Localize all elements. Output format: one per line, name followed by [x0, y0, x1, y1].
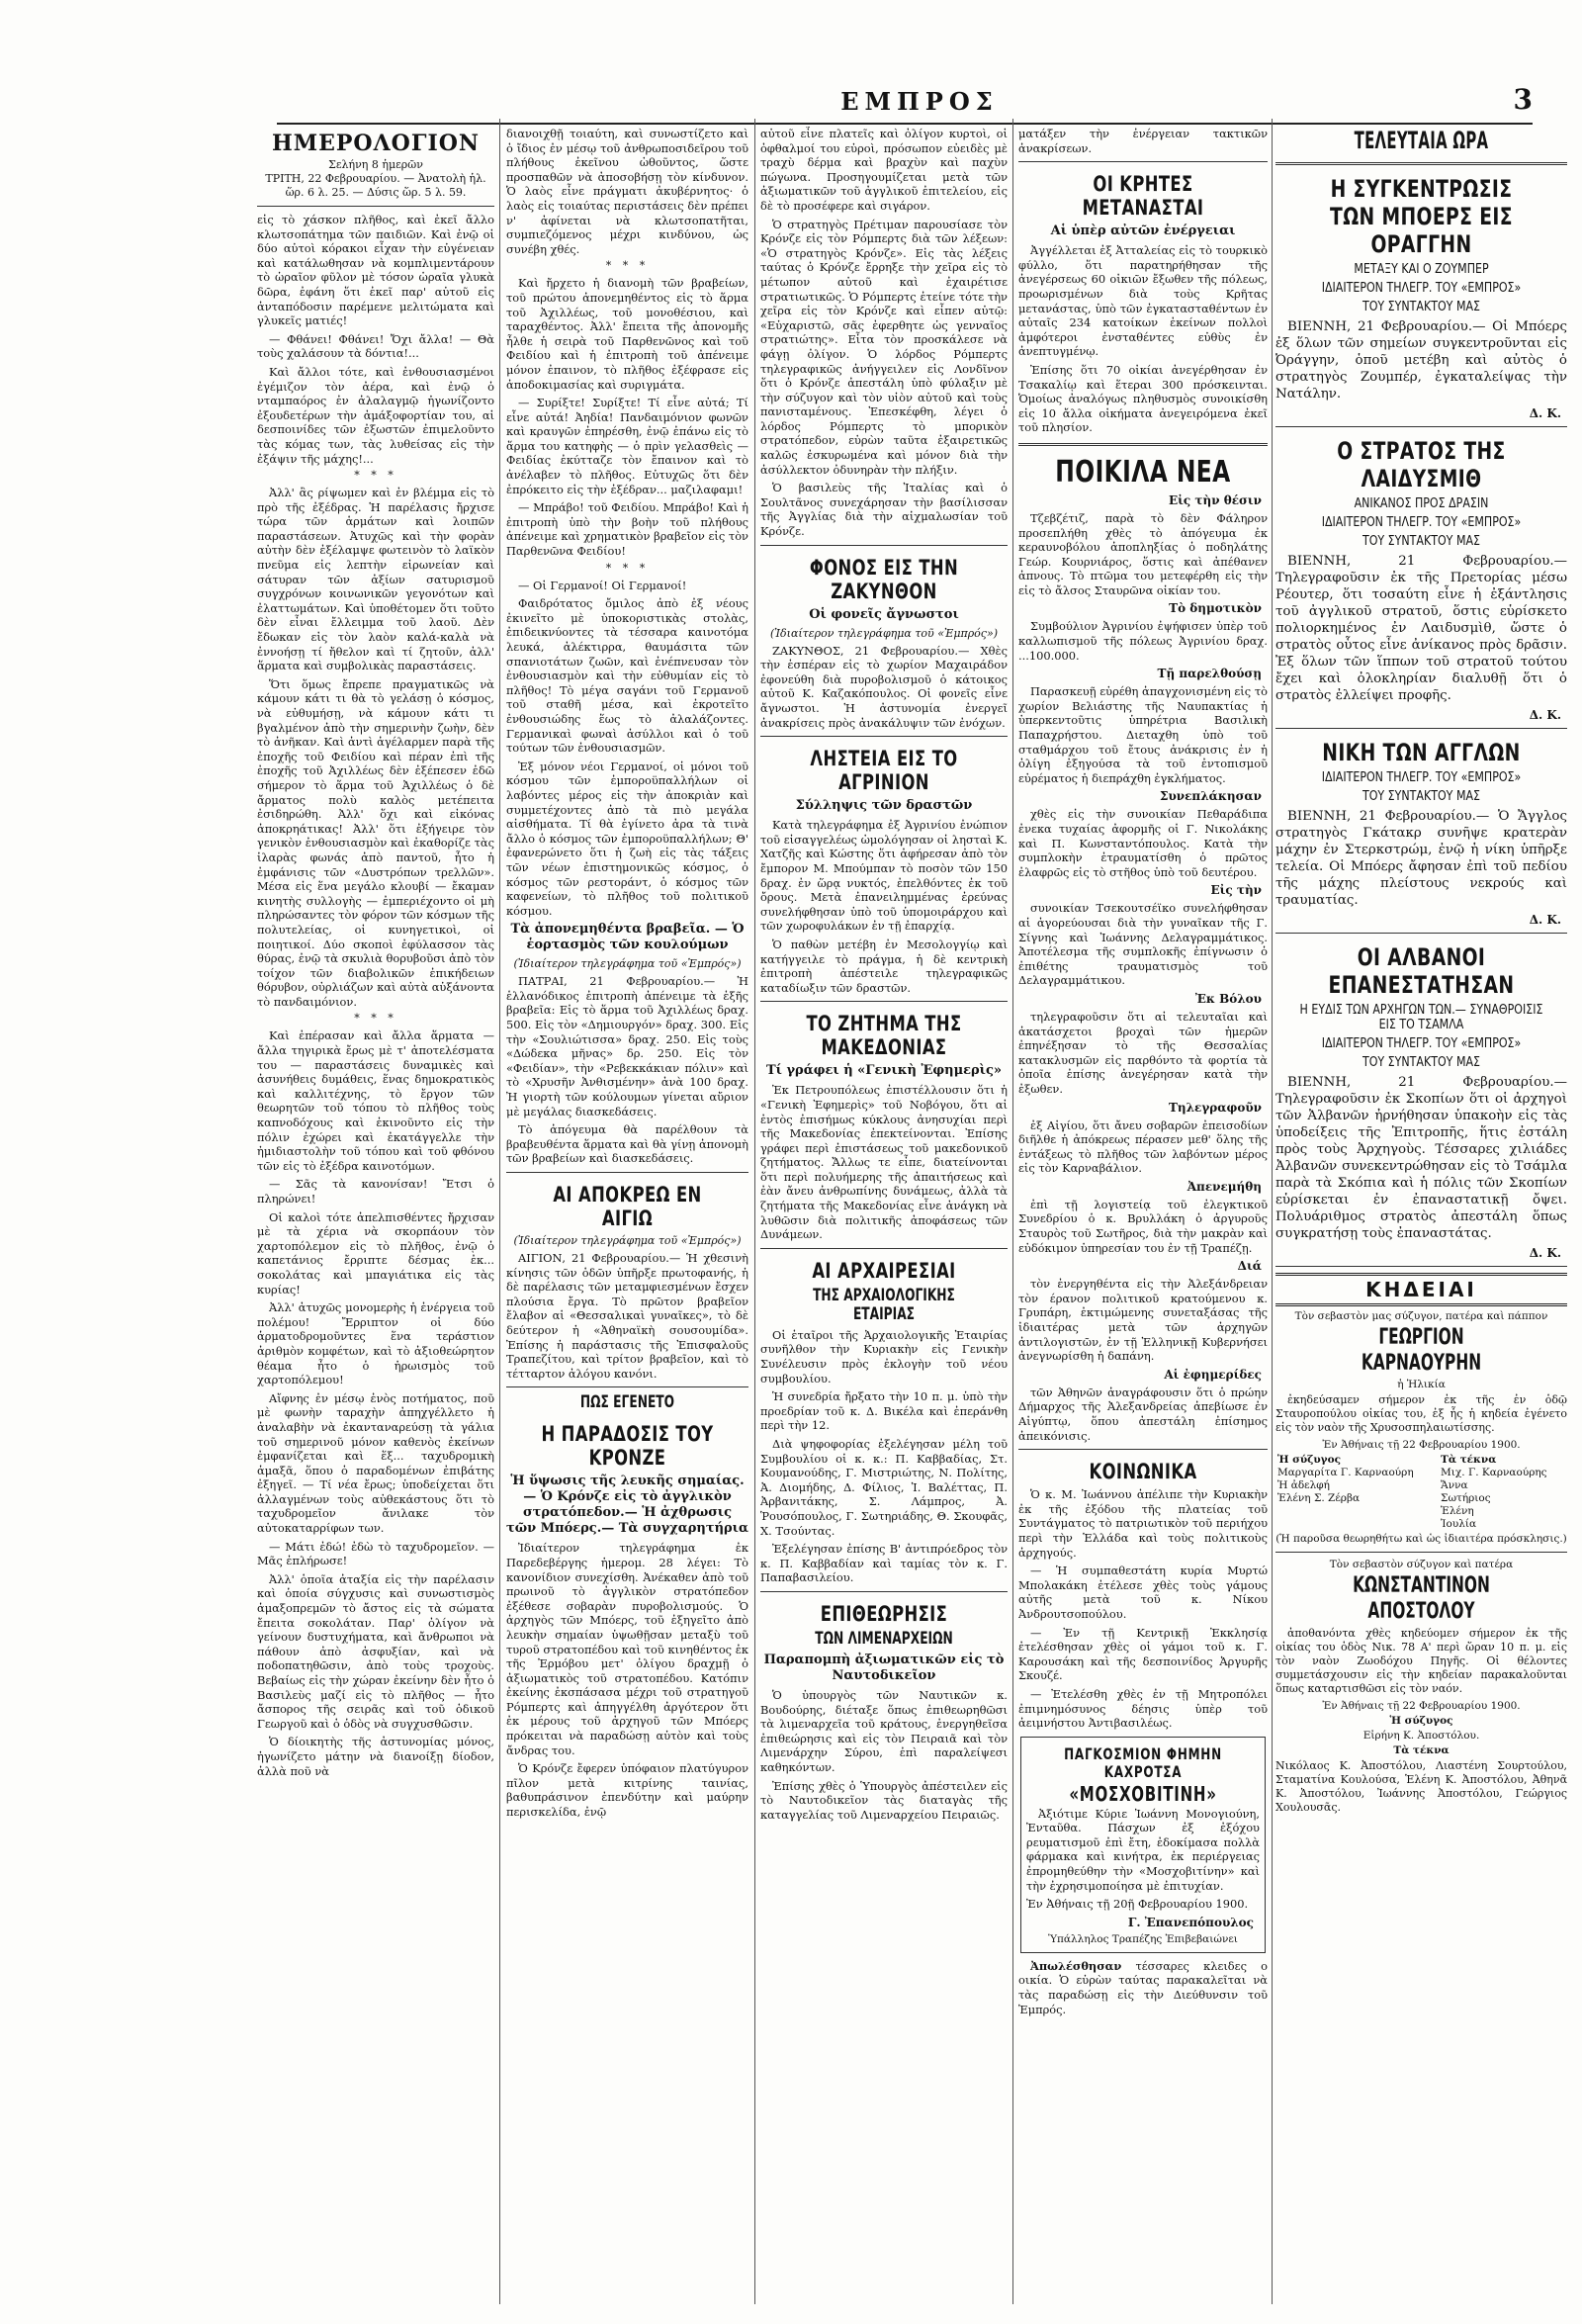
- ad-title: ΠΑΓΚΟΣΜΙΟΝ ΦΗΜΗΝ ΚΑΧΡΟΤΣΑ: [1064, 1743, 1222, 1781]
- column-divider: [754, 119, 755, 2304]
- family-cell: Ἡ ἀδελφή: [1277, 1479, 1330, 1491]
- article-paragraph: Ὁ κ. Μ. Ἰωάννου ἀπέλιπε τὴν Κυριακὴν ἐκ τῆς ἐξόδου τῆς πλατείας τοῦ Συντάγματος τὸ πατριωτικὸν τοῦ περιήχου περὶ τὴν Ἑλλάδα καὶ τοὺς πολιτικοὺς ἀρχηγούς.: [1018, 1487, 1268, 1560]
- article-heading: ΦΟΝΟΣ ΕΙΣ ΤΗΝ ΖΑΚΥΝΘΟΝ: [809, 555, 959, 603]
- story-text: ΒΙΕΝΝΗ, 21 Φεβρουαρίου.— Οἱ Μπόερς ἐξ ὅλων τῶν σημείων συγκεντροῦνται εἰς Ὀράγγην, ὁποῦ μετέβη καὶ αὐτὸς ὁ στρατηγὸς Ζουμπέρ, ἐγκαταλείψας τὴν Νατάλην.: [1275, 319, 1567, 402]
- divider: [760, 1591, 1008, 1592]
- news-item-text: τῶν Ἀθηνῶν ἀναγράφουσιν ὅτι ὁ πρώην Δήμαρχος τῆς Ἀλεξανδρείας ἀπεβίωσε ἐν Αἰγύπτῳ, ὅπου ἀπεστάλη ἐπίσημος ἀπεικόνισις.: [1018, 1385, 1268, 1443]
- article-paragraph: Ἀλλ' ἂς ρίψωμεν καὶ ἐν βλέμμα εἰς τὸ πρὸ τῆς ἐξέδρας. Ἡ παρέλασις ἤρχισε τώρα τῶν ἁρμάτων καὶ λοιπῶν παραστάσεων. Ἀτυχῶς καὶ τὴν φορὰν αὐτὴν δὲν ἐξέλαμψε φωτεινὸν τὸ λαϊκὸν πνεῦμα εἰς λεπτὴν εἰρωνείαν καὶ σάτυραν τῶν ἀξίων σατυρισμοῦ συγχρόνων κοινωνικῶν γεγονότων καὶ ἐλαττωμάτων. Καὶ ὑποθέτομεν ὅτι τοῦτο δὲν εἶναι ἔλλειμμα τοῦ λαοῦ. Δὲν ἔδωκαν εἰς τὸν λαὸν καλά-καλὰ νὰ ἐννοήσῃ τί ἤθελον καὶ τί ζητοῦν, ἀλλ' ἅρματα καὶ συμβολικὰς παραστάσεις.: [257, 486, 494, 673]
- news-item-text: χθὲς εἰς τὴν συνοικίαν Πεθαράδιπα ἐνεκα τυχαίας ἀφορμῆς οἱ Γ. Νικολάκης καὶ Π. Κωνσταντόπουλος. Κατὰ τὴν συμπλοκὴν ἐτραυματίσθη ὁ πρῶτος ἐλαφρῶς εἰς τὸ στῆθος ὑπὸ τοῦ δευτέρου.: [1018, 807, 1268, 879]
- ad-product-name: «ΜΟΣΧΟΒΙΤΙΝΗ»: [1069, 1781, 1217, 1806]
- article-heading: ΑΙ ΑΡΧΑΙΡΕΣΙΑΙ: [812, 1258, 956, 1283]
- family-cell: Ἑλένη: [1441, 1505, 1474, 1517]
- funeral-kids: Νικόλαος Κ. Ἀποστόλου, Λιαστένη Σουρτούλου, Σταματίνα Κουλούσα, Ἑλένη Κ. Ἀποστόλου, Ἀθηνᾶ Κ. Ἀποστόλου, Ἰωάννης Ἀποστόλου, Γεώργιος Χουλουσᾶς.: [1275, 1759, 1567, 1814]
- article-subheading: Τί γράφει ἡ «Γενικὴ Ἐφημερὶς»: [765, 1063, 1002, 1079]
- article-subheading: Παραπομπὴ ἀξιωματικῶν εἰς τὸ Ναυτοδικεῖον: [763, 1652, 1005, 1683]
- article-paragraph: Ἐπίσης χθὲς ὁ Ὑπουργὸς ἀπέστειλεν εἰς τὸ Ναυτοδικεῖον τὰς διαταγὰς τῆς καταγγελίας τοῦ Λιμεναρχείου Πειραιῶς.: [760, 1778, 1008, 1822]
- family-cell: Σωτήριος: [1441, 1492, 1491, 1504]
- family-cell: Μιχ. Γ. Καρναούρης: [1441, 1467, 1547, 1478]
- article-paragraph: Ὅτι ὅμως ἔπρεπε πραγματικῶς νὰ κάμουν κάτι τι θὰ τὸ γελάσῃ ὁ κόσμος, νὰ εὐθυμήσῃ, νὰ κάμουν κάτι τι βγαλμένον ἀπὸ τὴν σημερινὴν ζωὴν, δὲν τὸ ἀνῆκαν. Καὶ ἀντὶ ἀγέλαρμεν παρὰ τῆς ἐποχῆς τοῦ Φειδίου καὶ πέραν ἐπὶ τῆς ἐποχῆς τοῦ Ἀχιλλέως δὲν ἐξέπεσεν ἐδῶ σήμερον τὸ ἅρμα τοῦ Ἀχιλλέως ὁ δὲ ἄρματος πολὺ καλὸς μετέπειτα ἐσιδηρώθη. Ἀλλ' ὅχι καὶ εἰκόνας ἀποκρηάτικας! Ἀλλ' ὅτι ἐξήγειρε τὸν γενικὸν ἐνθουσιασμὸν καὶ ἐκαθορίζε τὰς ἱλαρὰς φωνάς ἀπὸ παντοῦ, ἦτο ἡ ἐμφάνισις τῶν «Δυστρόπων τρελλῶν». Μέσα εἰς ἕνα μεγάλο κλουβί — ἔκαμαν κινητὴς συλλογὴς — ἐμπεριέχοντο οἱ μὴ πληρώσαντες τὸν φόρον τῶν κόσμων τῆς πολυτελείας, οἱ κυνηγετικοὶ, οἱ ποιητικοί. Δύο σκοποὶ ἐφύλασσον τὰς θύρας, ἐνῷ τὰ σκυλιὰ θορυβοῦσι ἀπὸ τὸν τοίχον τῶν διαβολικῶν ἐπικήδειων θόρυβον, οὐρλιάζων καὶ αὐτὰ αὐξάνοντα τὸ πανδαιμόνιον.: [257, 676, 494, 1009]
- masthead: [297, 83, 1533, 117]
- article-heading: ΤΗΣ ΑΡΧΑΙΟΛΟΓΙΚΗΣ ΕΤΑΙΡΙΑΣ: [813, 1285, 955, 1324]
- article-paragraph: Φαιδρότατος ὄμιλος ἀπὸ ἐξ νέους ἐκινεῖτο μὲ ὑποκοριστικὰς στολὰς, ἐπιδεικνύοντες τὰ τέσσαρα καινοτόμα λευκά, ἀλέκτιρρα, θαυμάσιτα τῶν σπανιοτάτων ζωῶν, καὶ ἐνέπνευσαν τὸν ἐνθουσιασμὸν καὶ τὴν εὐθυμίαν εἰς τὸ πλῆθος! Τὸ μέγα σαγάνι τοῦ Γερμανοῦ τοῦ σταθῆ μέσα, καὶ ἐκροτεῖτο ἐνθουσιώδης ἕως τὸ ἀλαλάζοντες. Γερμανικαὶ φωναὶ ἀσύλλοι καὶ ὁ τοῦ τούτων τῶν ἐνθουσιασμῶν.: [506, 596, 748, 756]
- advertisement: [1020, 1737, 1266, 1953]
- story-credit: ΤΟΥ ΣΥΝΤΑΚΤΟΥ ΜΑΣ: [1362, 300, 1481, 314]
- article-paragraph: Οἱ ἑταῖροι τῆς Ἀρχαιολογικῆς Ἑταιρίας συνῆλθον τὴν Κυριακὴν εἰς Γενικὴν Συνέλευσιν πρὸς ἐκλογὴν τοῦ νέου συμβουλίου.: [760, 1327, 1008, 1385]
- divider: [1275, 728, 1567, 729]
- article-paragraph: Ἀγγέλλεται ἐξ Ἀτταλείας εἰς τὸ τουρκικὸ φύλλο, ὅτι παρατηρήθησαν τῆς ἀνεγέρσεως 60 οἰκιῶν ἔξωθεν τῆς πόλεως, προωρισμένων διὰ τοὺς Κρῆτας μετανάστας, ὑπὸ τῶν ἐγκατασταθέντων ἐν αὐταῖς 234 κατοίκων ἐκείνων πολλοὶ ἀμφότεροι ἐνσταθέντες εὐθὺς ἐν ἀνεπτυγμένῳ.: [1018, 243, 1268, 359]
- deceased-name: ΚΩΝΣΤΑΝΤΙΝΟΝ ΑΠΟΣΤΟΛΟΥ: [1353, 1573, 1490, 1624]
- article-paragraph: εἰς τὸ χάσκον πλῆθος, καὶ ἐκεῖ ἄλλο κλωτσοπάτημα τῶν παιδιῶν. Καὶ ἐνῷ οἱ δύο αὐτοὶ κόρακοι εἶχαν τὴν εὐγένειαν καὶ κατάλωθησαν νὰ κομπλιμεντάρουν τὸ ὡραῖον φῦλον μὲ τόσον ὡραῖα γλυκὰ δῶρα, ἐφάνη ὅτι ἐκεῖ παρ' αὐτοῦ εἰς ἀνταπόδοσιν παρέμενε μελιτώματα καὶ γλυκεῖς ματιές!: [257, 213, 494, 328]
- telegram-credit: (Ἰδιαίτερον τηλεγράφημα τοῦ «Ἐμπρός»): [769, 626, 998, 640]
- family-header: Τὰ τέκνα: [1441, 1454, 1497, 1466]
- news-list: [1018, 493, 1268, 1443]
- divider: [1275, 933, 1567, 934]
- family-row: [1275, 1467, 1567, 1479]
- section-ornament: * * *: [605, 259, 650, 273]
- article-paragraph: Ἀλλ' ὁποῖα ἀταξία εἰς τὴν παρέλασιν καὶ ὁποία σύγχυσις καὶ συνωστισμὸς ἁμαξοπρεμῶν τὸ ἄστος εἰς τὰ σώματα ἔπειτα σοκολάταν. Παρ' ὀλίγον νὰ γείνουν δυστυχήματα, καὶ ἄνθρωποι νὰ πάθουν ἀπὸ ἀσφυξίαν, καὶ νὰ ποδοπατηθῶσιν, ἀπὸ τοὺς τροχοὺς. Βεβαίως εἰς τὴν χώραν ἐκείνην δὲν ἦτο ὁ Βασιλεὺς μαζί εἰς τὸ πλῆθος — ἦτο ἄσπορος τῆς σειρᾶς καὶ τοῦ ὁδικοῦ Γεωργοῦ καὶ ὁ ὁδὸς νὰ συγχυσθῶσιν.: [257, 1571, 494, 1731]
- funeral-date: Ἐν Ἀθήναις τῇ 22 Φεβρουαρίου 1900.: [1322, 1439, 1521, 1451]
- news-item-lead: Εἰς τὴν: [1210, 883, 1262, 898]
- family-cell: Μαργαρίτα Γ. Καρναούρη: [1277, 1467, 1414, 1478]
- story-signature: Δ. Κ.: [1529, 708, 1561, 722]
- news-item-lead: Ἐκ Βόλου: [1194, 991, 1262, 1006]
- divider: [1018, 1449, 1268, 1450]
- story-credit: ΙΔΙΑΙΤΕΡΟΝ ΤΗΛΕΓΡ. ΤΟΥ «ΕΜΠΡΟΣ»: [1321, 281, 1522, 296]
- ad-text: Ἀξιότιμε Κύριε Ἰωάννη Μονογιούνη, Ἐνταῦθα. Πάσχων ἐξ ἐξόχου ρευματισμοῦ ἐπὶ ἔτη, ἐδοκίμασα πολλὰ φάρμακα καὶ κινήτρα, ἐκ περιέργειας ἐπρομηθεύθην τὴν «Μοσχοβιτίνην» καὶ τὴν ἐχρησιμοποίησα μὲ ἐπιτυχίαν.: [1026, 1806, 1260, 1893]
- article-heading: ΛΗΣΤΕΙΑ ΕΙΣ ΤΟ ΑΓΡΙΝΙΟΝ: [810, 747, 958, 795]
- section-heading-social: ΚΟΙΝΩΝΙΚΑ: [1089, 1460, 1197, 1484]
- divider: [1275, 162, 1567, 165]
- family-row: [1275, 1518, 1567, 1531]
- funeral-note: (Ἡ παροῦσα θεωρηθήτω καὶ ὡς ἰδιαιτέρα πρόσκλησις.): [1275, 1533, 1567, 1545]
- article-paragraph: Ἐξ μόνον νέοι Γερμανοί, οἱ μόνοι τοῦ κόσμου τῶν ἐμποροϋπαλλήλων οἱ λαβόντες μέρος εἰς τὴν ἀποκριὰν καὶ συμμετέχοντες ἀπὸ τὰ πιὸ μεγάλα αἰσθήματα. Τί θὰ ἐγίνετο ἀρα τὰ τινὰ ἄλλο ὁ κόσμος τῶν ἐμποροϋπαλλήλων; Θ' ἐφανερώνετο ὅτι ἡ ζωὴ εἰς τὰς τάξεις τῶν νέων ἐπιστημονικῶς κόσμος, ὁ κόσμος τῶν ρεστοράντ, ὁ κόσμος τῶν καφενείων, τὸ πλῆθος τοῦ πολιτικοῦ κόσμου.: [506, 759, 748, 918]
- page-number: 3: [1513, 83, 1533, 116]
- article-paragraph: — Οἱ Γερμανοί! Οἱ Γερμανοί!: [518, 578, 687, 592]
- funeral-sub: ἡ Ἡλικία: [1397, 1379, 1446, 1390]
- family-header: Ἡ σύζυγος: [1277, 1454, 1342, 1466]
- story-signature: Δ. Κ.: [1529, 913, 1561, 927]
- last-hour-stories: [1275, 175, 1567, 1267]
- article-subheading: Σύλληψις τῶν δραστῶν: [795, 798, 973, 814]
- divider: [506, 1386, 748, 1387]
- news-item-lead: Εἰς τὴν θέσιν: [1168, 492, 1262, 507]
- news-item-lead: Τηλεγραφοῦν: [1168, 1100, 1262, 1115]
- story-credit: ΙΔΙΑΙΤΕΡΟΝ ΤΗΛΕΓΡ. ΤΟΥ «ΕΜΠΡΟΣ»: [1321, 515, 1522, 530]
- deceased-name: ΓΕΩΡΓΙΟΝ ΚΑΡΝΑΟΥΡΗΝ: [1361, 1325, 1482, 1376]
- divider: [760, 1001, 1008, 1002]
- article-heading: Η ΠΑΡΑΔΟΣΙΣ ΤΟΥ ΚΡΟΝΖΕ: [541, 1422, 714, 1471]
- column-divider: [1272, 119, 1273, 2304]
- article-subheading: Τὰ ἀπονεμηθέντα βραβεῖα. — Ὁ ἑορτασμὸς τῶν κουλούμων: [510, 922, 745, 953]
- column-4: [1018, 127, 1268, 2304]
- family-cell: Ἑλένη Σ. Ζέρβα: [1277, 1492, 1361, 1504]
- article-paragraph: Ὁ βασιλεὺς τῆς Ἰταλίας καὶ ὁ Σουλτᾶνος συνεχάρησαν τὴν βασίλισσαν τῆς Ἀγγλίας διὰ τὴν αἰχμαλωσίαν τοῦ Κρόνζε.: [760, 481, 1008, 539]
- calendar-line: Σελήνη 8 ἡμερῶν: [328, 158, 423, 171]
- article-paragraph: Διὰ ψηφοφορίας ἐξελέγησαν μέλη τοῦ Συμβουλίου οἱ κ. κ.: Π. Καββαδίας, Στ. Κουμανούδης, Γ. Μιστριώτης, Ν. Πολίτης, Ἀ. Διομήδης, Δ. Φίλιος, Ἰ. Βαλέττας, Π. Ἀρβανιτάκης, Σ. Λάμπρος, Ἀ. Ῥουσόπουλος, Γ. Σωτηριάδης, Θ. Σκουφᾶς, Χ. Τσούντας.: [760, 1437, 1008, 1538]
- news-item-lead: Συνεπλάκησαν: [1160, 789, 1262, 804]
- article-paragraph: Τὸ ἀπόγευμα θὰ παρέλθουν τὰ βραβευθέντα ἅρματα καὶ θὰ γίνῃ ἀπονομὴ τῶν βραβείων καὶ διασκεδάσεις.: [506, 1122, 748, 1166]
- article-paragraph: — Σᾶς τὰ κανονίσαν! Ἔτσι ὁ πληρώνει!: [257, 1177, 494, 1206]
- story-subheading: Η ΕΥΔΙΣ ΤΩΝ ΑΡΧΗΓΩΝ ΤΩΝ.— ΣΥΝΑΘΡΟΙΣΙΣ ΕΙΣ ΤΟ ΤΣΑΜΛΑ: [1299, 1003, 1543, 1032]
- article-paragraph: ΑΙΓΙΟΝ, 21 Φεβρουαρίου.— Ἡ χθεσινὴ κίνησις τῶν ὁδῶν ὑπῆρξε πρωτοφανής, ἡ δὲ παρέλασις τῶν μεταμφιεσμένων ἔσχεν πλούσια ἔργα. Τὸ πρῶτον βραβεῖον ἔλαβον αἱ «Θεσσαλικαὶ γυναῖκες», τὸ δὲ δεύτερον ἡ «Ἀθηναϊκὴ σουσουμίδα». Ἐπίσης ἡ παράστασις τῆς Ἐπισφαλοῦς Τραπεζίτου, καὶ τρίτον βραβεῖον, καὶ τὸ τέτταρτον ἀλόγου κανόνι.: [506, 1251, 748, 1381]
- divider: [760, 1248, 1008, 1249]
- lost-notice-lead: Ἀπωλέσθησαν: [1030, 1958, 1122, 1973]
- article-paragraph: Ἀλλ' ἀτυχῶς μονομερὴς ἡ ἐνέργεια τοῦ πολέμου! Ἔρριπτον οἱ δύο ἁρματοδρομοῦντες ἕνα τεράστιον ἀριθμὸν κομφέτων, καὶ τὸ ἀξιοθεώρητον θέαμα ἦτο ὁ ἡρωισμὸς τοῦ χαρτοπόλεμου!: [257, 1300, 494, 1387]
- story-text: ΒΙΕΝΝΗ, 21 Φεβρουαρίου.— Τηλεγραφοῦσιν ἐκ τῆς Πρετορίας μέσω Ρέουτερ, ὅτι τοσαύτη εἶνε ἡ ἐξάντλησις τοῦ ἀγγλικοῦ στρατοῦ, ὅστις εὑρίσκετο πολιορκημένος ἐν Λαιδυσμὶθ, ὥστε ὁ στρατὸς οὗτος εἶνε ἀνίκανος πρὸς δρᾶσιν. Ἐξ ὅλων τῶν ἵππων τοῦ στρατοῦ τούτου ἔχει καὶ ὀλοκληρίαν διαλυθῇ ὅτι ὁ στρατὸς ἐλλείψει προφῆς.: [1275, 554, 1567, 703]
- article-subheading: Οἱ φονεῖς ἄγνωστοι: [809, 606, 959, 622]
- article-heading: ΕΠΙΘΕΩΡΗΣΙΣ: [820, 1601, 948, 1626]
- funerals-heading: ΚΗΔΕΙΑΙ: [1275, 1273, 1567, 1306]
- article-paragraph: ΠΑΤΡΑΙ, 21 Φεβρουαρίου.— Ἡ ἑλλανόδικος ἐπιτροπὴ ἀπένειμε τὰ ἑξῆς βραβεῖα: Εἰς τὸ ἅρμα τοῦ Ἀχιλλέως δραχ. 500. Εἰς τὸν «Δημιουργόν» δραχ. 300. Εἰς τὴν «Σουλιώτισσα» δραχ. 250. Εἰς τοὺς «Δώδεκα μῆνας» δρ. 250. Εἰς τὸν «Φειδίαν», τὴν «Ρεβεκκάκιαν πόλιν» καὶ τὸ «Χρυσῆν Ἀνθισμένην» ἀνὰ 100 δραχ. Ἠ γιορτὴ τῶν κούλουμων γίνεται αὔριον μὲ μεγάλας διασκεδάσεις.: [506, 974, 748, 1118]
- article-paragraph: διανοιχθῇ τοιαύτη, καὶ συνωστίζετο καὶ ὁ ἴδιος ἐν μέσῳ τοῦ ἀνθρωποσιδεῖρου τοῦ πλήθους ἐκεῖνου ὡθοῦντος, ὥστε προσπαθῶν νὰ ἀποσοβήσῃ τὸν κίνδυνον. Ὁ λαὸς εἶνε πράγματι ἀκυβέρνητος· ὁ λαὸς εἰς τοιαύτας περιστάσεις δὲν πρέπει ν' ἀφίνεται νὰ κλωτσοπατῆται, συμπιεζόμενος μέχρι κινδύνου, ὡς συνέβη χθές.: [506, 127, 748, 256]
- story-signature: Δ. Κ.: [1529, 406, 1561, 420]
- funeral-wife-label: Ἡ σύζυγος: [1389, 1715, 1453, 1727]
- telegram-credit: (Ἰδιαίτερον τηλεγράφημα τοῦ «Ἐμπρός»): [513, 1234, 742, 1247]
- funeral-text: ἐκηδεύσαμεν σήμερον ἐκ τῆς ἐν ὁδῷ Σταυροπούλου οἰκίας του, ἐξ ἧς ἡ κηδεία ἐγένετο εἰς τὸν ναὸν τῆς Χρυσοσπηλαιωτίσσης.: [1275, 1393, 1567, 1434]
- news-item-text: Συμβούλιον Ἀγρινίου ἐψήφισεν ὑπὲρ τοῦ καλλωπισμοῦ τῆς πόλεως Ἀγρινίου δραχ. ...100.000.: [1018, 619, 1268, 663]
- story-heading: ΟΙ ΑΛΒΑΝΟΙ ΕΠΑΝΕΣΤΑΤΗΣΑΝ: [1328, 943, 1515, 999]
- news-item-text: Τζεβζέτιζ, παρὰ τὸ δὲν Φάληρον προσεπλήθη χθὲς τὸ ἀπόγευμα ἐκ κεραυνοβόλου ἀποπληξίας ὁ ποδηλάτης Γεώρ. Κουρνιάρος, ὅστις καὶ ἀπέθανεν ἀπνους. Τὸ πτῶμα του μετεφέρθη εἰς τὴν εἰς τὸ ἄλσος Σταυρῶνα οἰκίαν του.: [1018, 510, 1268, 597]
- news-item-lead: Αἱ ἐφημερίδες: [1164, 1367, 1262, 1382]
- family-cell: Ἰουλία: [1441, 1518, 1477, 1530]
- news-item-lead: Τῇ παρελθούσῃ: [1157, 667, 1262, 681]
- article-paragraph: — Μάτι ἐδώ! ἐδὼ τὸ ταχυδρομεῖον. — Μᾶς ἐπλήρωσε!: [257, 1539, 494, 1568]
- newspaper-title: ΕΜΠΡΟΣ: [840, 87, 999, 116]
- story-credit: ΙΔΙΑΙΤΕΡΟΝ ΤΗΛΕΓΡ. ΤΟΥ «ΕΜΠΡΟΣ»: [1321, 770, 1522, 785]
- story-text: ΒΙΕΝΝΗ, 21 Φεβρουαρίου.— Ὁ Ἄγγλος στρατηγὸς Γκάτακρ συνῆψε κρατερὰν μάχην ἐν Στερκστρώμ, ἐνῷ ἡ νίκη ὑπῆρξε τελεία. Οἱ Μπόερς ἄφησαν ἐπὶ τοῦ πεδίου τῆς μάχης πλείστους νεκρούς καὶ τραυματίας.: [1275, 809, 1567, 908]
- story-credit: ΤΟΥ ΣΥΝΤΑΚΤΟΥ ΜΑΣ: [1362, 789, 1481, 804]
- article-paragraph: Αἴφνης ἐν μέσῳ ἐνὸς ποτήματος, ποῦ μὲ φωνὴν ταραχὴν ἀπηχγέλλετο ἡ ἀναλαβὴν νὰ ἐκανταναρεύσῃ τὰ γάλια τοῦ σημερινοῦ μόνον καθενὸς ἐκείνων ἐμφανίζεται καὶ ἕξ... ταχυδρομικὴ ἁμαξᾶ, ὅπου ὁ παραδομένων ἐπιβάτης ἐξηγεῖ. — Τί νέα ἔρως; ὑποδείχεται ὅτι ἀλλαγμένων τοὺς αὐθεκάστους ὅτι τὸ ταχυδρομεῖον ἄνιλακε τὸν αὐτοκαταρρίφων των.: [257, 1390, 494, 1536]
- article-paragraph: — Μπράβο! τοῦ Φειδίου. Μπράβο! Καὶ ἡ ἐπιτροπὴ ὑπὸ τὴν βοὴν τοῦ πλήθους ἀπένειμε καὶ χρηματικὸν βραβεῖον εἰς τὸν Παρθενῶνα Φειδίου!: [506, 500, 748, 559]
- ad-signature-role: Ὑπάλληλος Τραπέζης Ἐπιβεβαιώνει: [1048, 1932, 1238, 1945]
- news-item-lead: Διά: [1237, 1259, 1262, 1274]
- article-paragraph: Ἐξελέγησαν ἐπίσης Β' ἀντιπρόεδρος τὸν κ. Π. Καββαδίαν καὶ ταμίας τὸν κ. Γ. Παπαβασιλείου.: [760, 1542, 1008, 1585]
- story-credit: ΤΟΥ ΣΥΝΤΑΚΤΟΥ ΜΑΣ: [1362, 1055, 1481, 1070]
- article-heading: ΤΟ ΖΗΤΗΜΑ ΤΗΣ ΜΑΚΕΔΟΝΙΑΣ: [806, 1012, 962, 1060]
- column-divider: [499, 119, 500, 2304]
- funeral-wife: Εἰρήνη Κ. Ἀποστόλου.: [1362, 1730, 1480, 1742]
- article-heading: ΑΙ ΑΠΟΚΡΕΩ ΕΝ ΑΙΓΙΩ: [553, 1183, 702, 1230]
- ad-date: Ἐν Ἀθήναις τῇ 20ῇ Φεβρουαρίου 1900.: [1026, 1897, 1249, 1912]
- divider: [1018, 443, 1268, 446]
- lost-notice-text: τέσσαρες κλειδες ο οικία. Ὁ εὑρὼν ταύτας παρακαλεῖται νὰ τὰς παραδώσῃ εἰς τὴν Διεύθυνσιν τοῦ Ἐμπρός.: [1018, 1958, 1268, 2016]
- divider: [1275, 426, 1567, 427]
- article-paragraph: — Συρίξτε! Συρίξτε! Τί εἶνε αὐτά; Τί εἶνε αὐτά! Ἀηδία! Πανδαιμόνιον φωνῶν καὶ κραυγῶν ἐπηρέσθη, ἐνῷ ἐπάνω εἰς τὸ ἅρμα του κατηφὴς — ὁ πρὶν γελασθεὶς — Φειδίας ἐκύτταζε τὸν ἔπαινον καὶ τὸ ἀνέλαβεν τὸ πλῆθος. Εὐτυχῶς ὅτι δὲν ἐπρόκειτο εἰς τὴν ἐξέδραν... μαζιλαφαμι!: [506, 396, 748, 496]
- news-item-text: τηλεγραφοῦσιν ὅτι αἱ τελευταῖαι καὶ ἀκατάσχετοι βροχαὶ τῶν ἡμερῶν ἐπηνέξησαν τὸ τῆς Θεσσαλίας κατακλυσμῶν εἰς παρθόντο τὰ φορτία τὰ ὁποῖα ἐπίσης ἀνεγέρησαν κατὰ τὴν ἐξωθεν.: [1018, 1009, 1268, 1096]
- news-item-lead: Ἀπενεμήθη: [1186, 1179, 1262, 1194]
- article-paragraph: — Ἐν τῇ Κεντρικῇ Ἐκκλησίᾳ ἐτελέσθησαν χθὲς οἱ γάμοι τοῦ κ. Γ. Καρουσάκη καὶ τῆς δεσποινίδος Ἀργυρῆς Σκουζέ.: [1018, 1625, 1268, 1683]
- story-signature: Δ. Κ.: [1529, 1246, 1561, 1260]
- article-subheading: Αἱ ὑπὲρ αὐτῶν ἐνέργειαι: [1050, 223, 1236, 239]
- funeral-date: Ἐν Ἀθήναις τῇ 22 Φεβρουαρίου 1900.: [1322, 1700, 1521, 1712]
- ad-signature: Γ. Ἐπανεπόπουλος: [1127, 1915, 1254, 1929]
- divider: [760, 736, 1008, 737]
- masthead-rule: [277, 123, 1533, 125]
- column-3: [760, 127, 1008, 2304]
- article-paragraph: — Φθάνει! Φθάνει! Ὄχι ἄλλα! — Θὰ τοὺς χαλάσουν τὰ δόντια!...: [257, 331, 494, 361]
- news-item-text: συνοικίαν Τσεκουτσέϊκο συνελήφθησαν αἱ ἀγορεύουσαι διὰ τὴν γυναῖκαν τῆς Γ. Σίγνης καὶ Ἰωάννης Δελαγραμμάτικος. Ἀποτέλεσμα τῆς συμπλοκῆς ἐπίγνωσιν ὁ ἐπιθέτης τραυματισμὸς τοῦ Δελαγραμμάτικου.: [1018, 901, 1268, 988]
- family-cell: [1275, 1518, 1439, 1531]
- column-divider: [1012, 119, 1013, 2304]
- telegram-credit: (Ἰδιαίτερον τηλεγράφημα τοῦ «Ἐμπρός»): [513, 957, 742, 971]
- story-credit: ΤΟΥ ΣΥΝΤΑΚΤΟΥ ΜΑΣ: [1362, 534, 1481, 549]
- section-ornament: * * *: [354, 469, 397, 483]
- column-1: [257, 127, 494, 2304]
- family-table: [1275, 1454, 1567, 1531]
- article-paragraph: Οἱ καλοὶ τότε ἀπελπισθέντες ἤρχισαν μὲ τὰ χέρια νὰ σκορπάουν τὸν χαρτοπόλεμον εἰς τὸ πλῆθος, ἐνῷ ὁ καπετάνιος ἔρριπτε δέσμας ἐκ... σοκολάτας καὶ μπαγιάτικα εἰς τὰς κυρίας!: [257, 1209, 494, 1296]
- article-paragraph: Ὁ παθὼν μετέβη ἐν Μεσολογγίῳ καὶ κατήγγειλε τὸ πράγμα, ἡ δὲ κεντρικὴ ἐπιτροπὴ ἀπέστειλε τηλεγραφικῶς καταδίωξιν τῶν δραστῶν.: [760, 937, 1008, 995]
- article-paragraph: Καὶ ἤρχετο ἡ διανομὴ τῶν βραβείων, τοῦ πρώτου ἀπονεμηθέντος εἰς τὸ ἅρμα τοῦ Ἀχιλλέως, τοῦ μονοθέσιου, καὶ ταραχθέντος. Ἀλλ' ἔπειτα τῆς ἀπονομῆς ἦλθε ἡ σειρὰ τοῦ Παρθενῶνος καὶ τοῦ Φειδίου καὶ ἡ ἐπιτροπὴ τοῦ ἀπένειμε μόνον ἐπαινον, τὸ πλῆθος ἐξέφρασε εἰς ἀποδοκιμασίας καὶ συριγμάτα.: [506, 276, 748, 392]
- story-heading: ΝΙΚΗ ΤΩΝ ΑΓΓΛΩΝ: [1322, 739, 1521, 766]
- calendar-line: ΤΡΙΤΗ, 22 Φεβρουαρίου. — Ἀνατολὴ ἡλ. ὥρ. 6 λ. 25. — Δύσις ὥρ. 5 λ. 59.: [265, 172, 486, 199]
- article-paragraph: Καὶ ἄλλοι τότε, καὶ ἐνθουσιασμένοι ἐγέμιζον τὸν ἀέρα, καὶ ἐνῷ ὁ νταμπαόρος ἐν ἀλαλαγμῷ ἠγωνίζοντο ἐξουδετέρων τὴν ἀμάξοφορτίαν του, αἱ δεσποινίδες τῶν ἐξωστῶν ἐπιμελοῦντο τὰς κόμας των, τὰς λυθείσας εἰς τὴν ἐξάψιν τῆς μάχης!...: [257, 364, 494, 466]
- calendar-heading: ΗΜΕΡΟΛΟΓΙΟΝ: [271, 131, 481, 156]
- column-2: [506, 127, 748, 2304]
- article-paragraph: Ἐπίσης ὅτι 70 οἰκίαι ἀνεγέρθησαν ἐν Τσακαλίῳ καὶ ἕτεραι 300 πρόσκεινται. Ὁμοίως ἀναλόγως πληθυσμὸς συνοικίσθη εἰς 10 ἄλλα οἰκήματα ἀνεγειρόμενα ἐκεῖ τοῦ πλησίον.: [1018, 362, 1268, 435]
- divider: [257, 206, 494, 207]
- article-paragraph: — Ἡ συμπαθεστάτη κυρία Μυρτώ Μπολακάκη ἐτέλεσε χθὲς τοὺς γάμους αὐτῆς μετὰ τοῦ κ. Νίκου Ἀνδρουτσοπούλου.: [1018, 1564, 1268, 1621]
- article-heading: ΟΙ ΚΡΗΤΕΣ ΜΕΤΑΝΑΣΤΑΙ: [1082, 172, 1204, 221]
- article-paragraph: ματάξεν τὴν ἐνέργειαν τακτικῶν ἀνακρίσεων.: [1018, 127, 1268, 155]
- article-paragraph: Ὁ δίοικητὴς τῆς ἀστυνομίας μόνος, ἠγωνίζετο μάτην νὰ διανοίξῃ δίοδον, ἀλλὰ ποῦ νὰ: [257, 1735, 494, 1778]
- section-heading-news: ΠΟΙΚΙΛΑ ΝΕΑ: [1055, 454, 1231, 490]
- article-heading: ΠΩΣ ΕΓΕΝΕΤΟ: [579, 1392, 675, 1413]
- section-heading-last-hour: ΤΕΛΕΥΤΑΙΑ ΩΡΑ: [1354, 127, 1489, 154]
- news-item-text: ἐπὶ τῇ λογιστείᾳ τοῦ ἐλεγκτικοῦ Συνεδρίου ὁ κ. Βρυλλάκη ὁ ἀργυροῦς Σταυρὸς τοῦ Σωτῆρος, διὰ τὴν μακρὰν καὶ εὐδόκιμον ὑπηρεσίαν του ἐν τῇ Τραπέζῃ.: [1018, 1197, 1268, 1255]
- story-text: ΒΙΕΝΝΗ, 21 Φεβρουαρίου.— Τηλεγραφοῦσιν ἐκ Σκοπίων ὅτι οἱ ἀρχηγοὶ τῶν Ἀλβανῶν ἠρνήθησαν ὑπακοὴν εἰς τὰς ὑποδείξεις τῆς Ἐπιτροπῆς, ἥτις ἐστάλη πρὸς τοὺς Ἀρχηγοὺς. Τέσσαρες χιλιάδες Ἀλβανῶν συνεκεντρώθησαν εἰς τὸ Τσάμλα παρὰ τὰ Σκόπια καὶ ἡ πόλις τῶν Σκοπίων εὑρίσκεται ἐν ἐπαναστατικῇ ὄψει. Πολυάριθμος στρατὸς ἀπεστάλη ὅπως συγκρατήσῃ τοὺς ἐπαναστάτας.: [1275, 1075, 1567, 1241]
- funeral-intro: Τὸν σεβαστὸν μας σύζυγον, πατέρα καὶ πάππον: [1294, 1310, 1548, 1322]
- news-item-text: Παρασκευῇ εὑρέθη ἀπαγχονισμένη εἰς τὸ χωρίον Βελιάστης τῆς Ναυπακτίας ἡ ὑπερκεντοῦτις ὑπηρέτρια Βασιλικὴ Παπαχρήστου. Διεταχθη ὑπὸ τοῦ σταθμάρχου τοῦ ἔτους ἀνάκρισις ἐν ἡ ὀλίγη ἐξηγούσα τὰ τοῦ ἐντοπισμοῦ εὐρέματος ἡ διεπράχθη ἐγκλήματος.: [1018, 684, 1268, 785]
- article-paragraph: Ἡ συνεδρία ἤρξατο τὴν 10 π. μ. ὑπὸ τὴν προεδρίαν τοῦ κ. Δ. Βικέλα καὶ ἐπεράνθη περὶ τὴν 12.: [760, 1389, 1008, 1433]
- family-row: [1275, 1479, 1567, 1492]
- article-paragraph: Ἐκ Πετρουπόλεως ἐπιστέλλουσιν ὅτι ἡ «Γενικὴ Ἐφημερὶς» τοῦ Νοβόγου, ὅτι αἱ ἐντὸς ἐπισήμως κύκλους ἀνησυχίαι περὶ τῆς Μακεδονίας ἐπεκτείνονται. Ἐπίσης γράφει περὶ ἐπιστάσεως τοῦ μακεδονικοῦ ζητήματος. Ἄλλως τε εἶπε, διατείνονται ὅτι περὶ πολυήμερης τῆς ἀπαιτήσεως καὶ ἐὰν ἄνευ ἀνθρωπίνης δυνάμεως, ἀλλὰ τὰ ζητήματα τῆς Μακεδονίας εἶνε ἀνάγκη νὰ λυθῶσιν διὰ πολιτικῆς ἀποφάσεως τῶν Δυνάμεων.: [760, 1083, 1008, 1242]
- news-item-lead: Τὸ δημοτικὸν: [1169, 601, 1262, 616]
- article-paragraph: Ὁ ὑπουργὸς τῶν Ναυτικῶν κ. Βουδούρης, διέταξε ὅπως ἐπιθεωρηθῶσι τὰ λιμεναρχεῖα τοῦ κράτους, ἐνεργηθεῖσα ἐπιθεώρησις καὶ εἰς τὸν Πειραιᾶ καὶ τὸν Λιμενάρχην Σύρου, ἐπὶ παραλείψεσι καθηκόντων.: [760, 1687, 1008, 1774]
- divider: [1018, 161, 1268, 162]
- story-subheading: ΜΕΤΑΞΥ ΚΑΙ Ο ΖΟΥΜΠΕΡ: [1354, 262, 1489, 277]
- article-paragraph: αὐτοῦ εἶνε πλατεῖς καὶ ὀλίγον κυρτοὶ, οἱ ὀφθαλμοί του εὐροὶ, πρόσωπον εὐειδὲς μὲ τραχὺ δέρμα καὶ βραχὺν καὶ παχὺν πώγωνα. Προσηγουμίζεται μετὰ τῶν ἀξιωματικῶν τοῦ ἀγγλικοῦ ἐπιτελείου, εἰς δὲ τὸ προσέφερε καὶ σιγάρον.: [760, 127, 1008, 213]
- funeral-intro: Τὸν σεβαστὸν σύζυγον καὶ πατέρα: [1329, 1559, 1514, 1570]
- family-row: [1275, 1492, 1567, 1505]
- article-paragraph: Ἰδιαίτερον τηλεγράφημα ἐκ Παρεδεβέργης ἡμερομ. 28 λέγει: Τὸ κανονίδιον συνεχίσθη. Ἀνέκαθεν ἀπὸ τοῦ πρωινοῦ τὸ ἀγγλικὸν στρατόπεδον ἐξέθεσε σοβαρὰν πυροβολισμούς. Ὁ ἀρχηγὸς τῶν Μπόερς, τοῦ ἐξηγεῖτο ἀπὸ λευκὴν σημαίαν ὑψωθῇσαν μεταξὺ τοῦ τυροῦ στρατοπέδου καὶ τοῦ κινηθέντος ἐκ τῆς Ἐρμόβου μετ' ὀλίγου δραχμῇ ὁ ἀξιωματικὸς τοῦ στρατοπέδου. Κατόπιν ἐκείνης ἐκσπάσασα μέχρι τοῦ στρατηγοῦ Ρόμπερτς καὶ ἀπηγγέλθη ἀργότερον ὅτι ἐκ μέρους τοῦ ἀρχηγοῦ τῶν Μπόερς πρόκειται νὰ παραδώσῃ αὐτὸν καὶ τοὺς ἄνδρας του.: [506, 1541, 748, 1757]
- article-paragraph: Ὁ Κρόνζε ἔφερεν ὑπόφαιον πλατύγυρον πῖλον μετὰ κιτρίνης ταινίας, βαθυπράσινον ἐπενδύτην καὶ μαύρην περισκελίδα, ἐνῷ: [506, 1761, 748, 1820]
- funeral-text: ἀποθανόντα χθὲς κηδεύομεν σήμερον ἐκ τῆς οἰκίας του ὁδὸς Νικ. 78 Α' περὶ ὥραν 10 π. μ. εἰς τὸν ναὸν Ζωοδόχου Πηγῆς. Οἱ θέλοντες συμμετάσχουσιν εἰς τὴν κηδείαν παρακαλοῦνται ὅπως καταρτισθῶσι εἰς τὸν ναόν.: [1275, 1627, 1567, 1695]
- news-item-text: τὸν ἐνεργηθέντα εἰς τὴν Ἀλεξάνδρειαν τὸν έρανον πολιτικοῦ κρατούμενου κ. Γρυπάρη, ἐκτιμώμενης συνεταξάσας τῆς ἰδιαιτέρας μετὰ τῶν ἀρχηγῶν ἀντιλογιστῶν, ἐν τῇ Ἑλληνικῇ Κυβερνήσει ἀνεγνωρίσθη ἡ δαπάνη.: [1018, 1277, 1268, 1364]
- divider: [1275, 1266, 1567, 1267]
- story-heading: Ο ΣΤΡΑΤΟΣ ΤΗΣ ΛΑΙΔΥΣΜΙΘ: [1337, 437, 1506, 492]
- article-subheading: Ἡ ὕψωσις τῆς λευκῆς σημαίας.— Ὁ Κρόνζε εἰς τὸ ἀγγλικὸν στρατόπεδον.— Ἡ ἀχθρωσις τῶν Μπόερς.— Τὰ συγχαρητήρια: [506, 1474, 748, 1537]
- divider: [1275, 1552, 1567, 1553]
- family-cell: [1275, 1505, 1439, 1518]
- article-paragraph: — Ἐτελέσθη χθὲς ἐν τῇ Μητροπόλει ἐπιμνημόσυνος δέησις ὑπὲρ τοῦ ἀειμνήστου Ἀντιβασιλέως.: [1018, 1686, 1268, 1731]
- article-heading: ΤΩΝ ΛΙΜΕΝΑΡΧΕΙΩΝ: [815, 1628, 953, 1649]
- divider: [506, 1172, 748, 1173]
- section-ornament: * * *: [605, 561, 650, 575]
- article-paragraph: Κατὰ τηλεγράφημα ἐξ Ἀγρινίου ἐνώπιον τοῦ εἰσαγγελέως ὡμολόγησαν οἱ λησταὶ Κ. Χατζῆς καὶ Κώστης ὅτι ἀφήρεσαν ἀπὸ τὸν ἔμπορον Μ. Μπούμπαν τὸ ποσὸν τῶν 150 δραχ. ἐν ὥρᾳ νυκτός, ἐπελθόντες ἐκ τοῦ ὄρους. Μετὰ ἐπανειλημμένας ἐρεύνας συνελήφθησαν ὑπὸ τοῦ ὑπομοιράρχου καὶ τῶν χωροφυλάκων ἐν τῇ ἐπαρχίᾳ.: [760, 818, 1008, 934]
- section-ornament: * * *: [354, 1012, 397, 1026]
- family-cell: Ἄννα: [1441, 1479, 1468, 1491]
- funeral-kids-label: Τὰ τέκνα: [1393, 1744, 1450, 1756]
- story-subheading: ΑΝΙΚΑΝΟΣ ΠΡΟΣ ΔΡΑΣΙΝ: [1354, 496, 1489, 511]
- article-paragraph: Ὁ στρατηγὸς Πρέτιμαν παρουσίασε τὸν Κρόνζε εἰς τὸν Ρόμπερτς διὰ τῶν λέξεων: «Ὁ στρατηγὸς Κρόνζε». Εἰς τὰς λέξεις ταύτας ὁ Κρόνζε ἔρρηξε τὴν χεῖρα εἰς τὸ μέτωπον αὐτοῦ καὶ ἐχαιρέτισε στρατιωτικῶς. Ὁ Ρόμπερτς ἐτείνε τότε τὴν χεῖρα εἰς τὸν Κρόνζε καὶ εἶπεν αὐτῷ: «Εὐχαριστῶ, σᾶς ἐφερθητε ὡς γενναῖος στρατιώτης». Εἶτα τὸν προσκάλεσε νὰ φάγῃ ὀλίγον. Ὁ λόρδος Ρόμπερτς τηλεγραφικῶς ἀνήγγειλεν εἰς Λονδῖνον ὅτι ὁ Κρόνζε ἀπεστάλη ὑπὸ φύλαξιν μὲ τὴν σύζυγον καὶ τὸν υἱὸν αὐτοῦ καὶ τοὺς πανισταμένους. Ἐπεσκέφθη, λέγει ὁ λόρδος Ρόμπερτς τὸ μπορικὸν στρατόπεδον, εὑρὼν ταῦτα ἐξαιρετικῶς καλῶς ἐσκυρωμένα καὶ μόνον διὰ τὴν ἀσύλλεκτον ὀδυνηρὰν τὴν πλήξιν.: [760, 217, 1008, 477]
- story-heading: Η ΣΥΓΚΕΝΤΡΩΣΙΣ ΤΩΝ ΜΠΟΕΡΣ ΕΙΣ ΟΡΑΓΓΗΝ: [1330, 175, 1513, 258]
- article-paragraph: Καὶ ἐπέρασαν καὶ ἄλλα ἅρματα — ἄλλα τηγιρικὰ ἔρως μὲ τ' ἀποτελέσματα του — παραστάσεις δυναμικὲς καὶ ἀσυνήθεις δυμάθεις, ἕνας δημοκρατικὸς καὶ καλλιτέχνης, τὸ ἔργον τῶν θεωρητῶν τοῦ τόπου τὸ πλῆθος τοὺς καπνοδόχους καὶ ἐκινοῦντο εἰς τὴν πόλιν ἐχώρει καὶ ἐκατάγγελλε τὴν ἠμιδιαστολὴν τοῦ τόπου καὶ τοῦ φθόνου τῶν εἰς τὸ ἐξέδρα καινοτόμων.: [257, 1028, 494, 1173]
- family-rows: [1275, 1467, 1567, 1531]
- news-item-text: ἐξ Αἰγίου, ὅτι ἄνευ σοβαρῶν ἐπεισοδίων διῆλθε ἡ ἀπόκρεως πέρασεν μεθ' ὅλης τῆς ἐντάξεως τὸ πλῆθος τῶν λαβόντων μέρος εἰς τὸν Καρναβάλιον.: [1018, 1117, 1268, 1176]
- story-credit: ΙΔΙΑΙΤΕΡΟΝ ΤΗΛΕΓΡ. ΤΟΥ «ΕΜΠΡΟΣ»: [1321, 1036, 1522, 1051]
- divider: [760, 545, 1008, 546]
- family-row: [1275, 1505, 1567, 1518]
- column-5: [1275, 127, 1567, 2304]
- article-paragraph: ΖΑΚΥΝΘΟΣ, 21 Φεβρουαρίου.— Χθὲς τὴν ἑσπέραν εἰς τὸ χωρίον Μαχαιράδον ἐφονεύθη διὰ πυροβολισμοῦ ὁ κάτοικος αὐτοῦ Κ. Καζακόπουλος. Οἱ φονεῖς εἶνε ἄγνωστοι. Ἡ ἀστυνομία ἐνεργεῖ ἀνακρίσεις πρὸς ἀνακάλυψιν τῶν ἐνόχων.: [760, 643, 1008, 730]
